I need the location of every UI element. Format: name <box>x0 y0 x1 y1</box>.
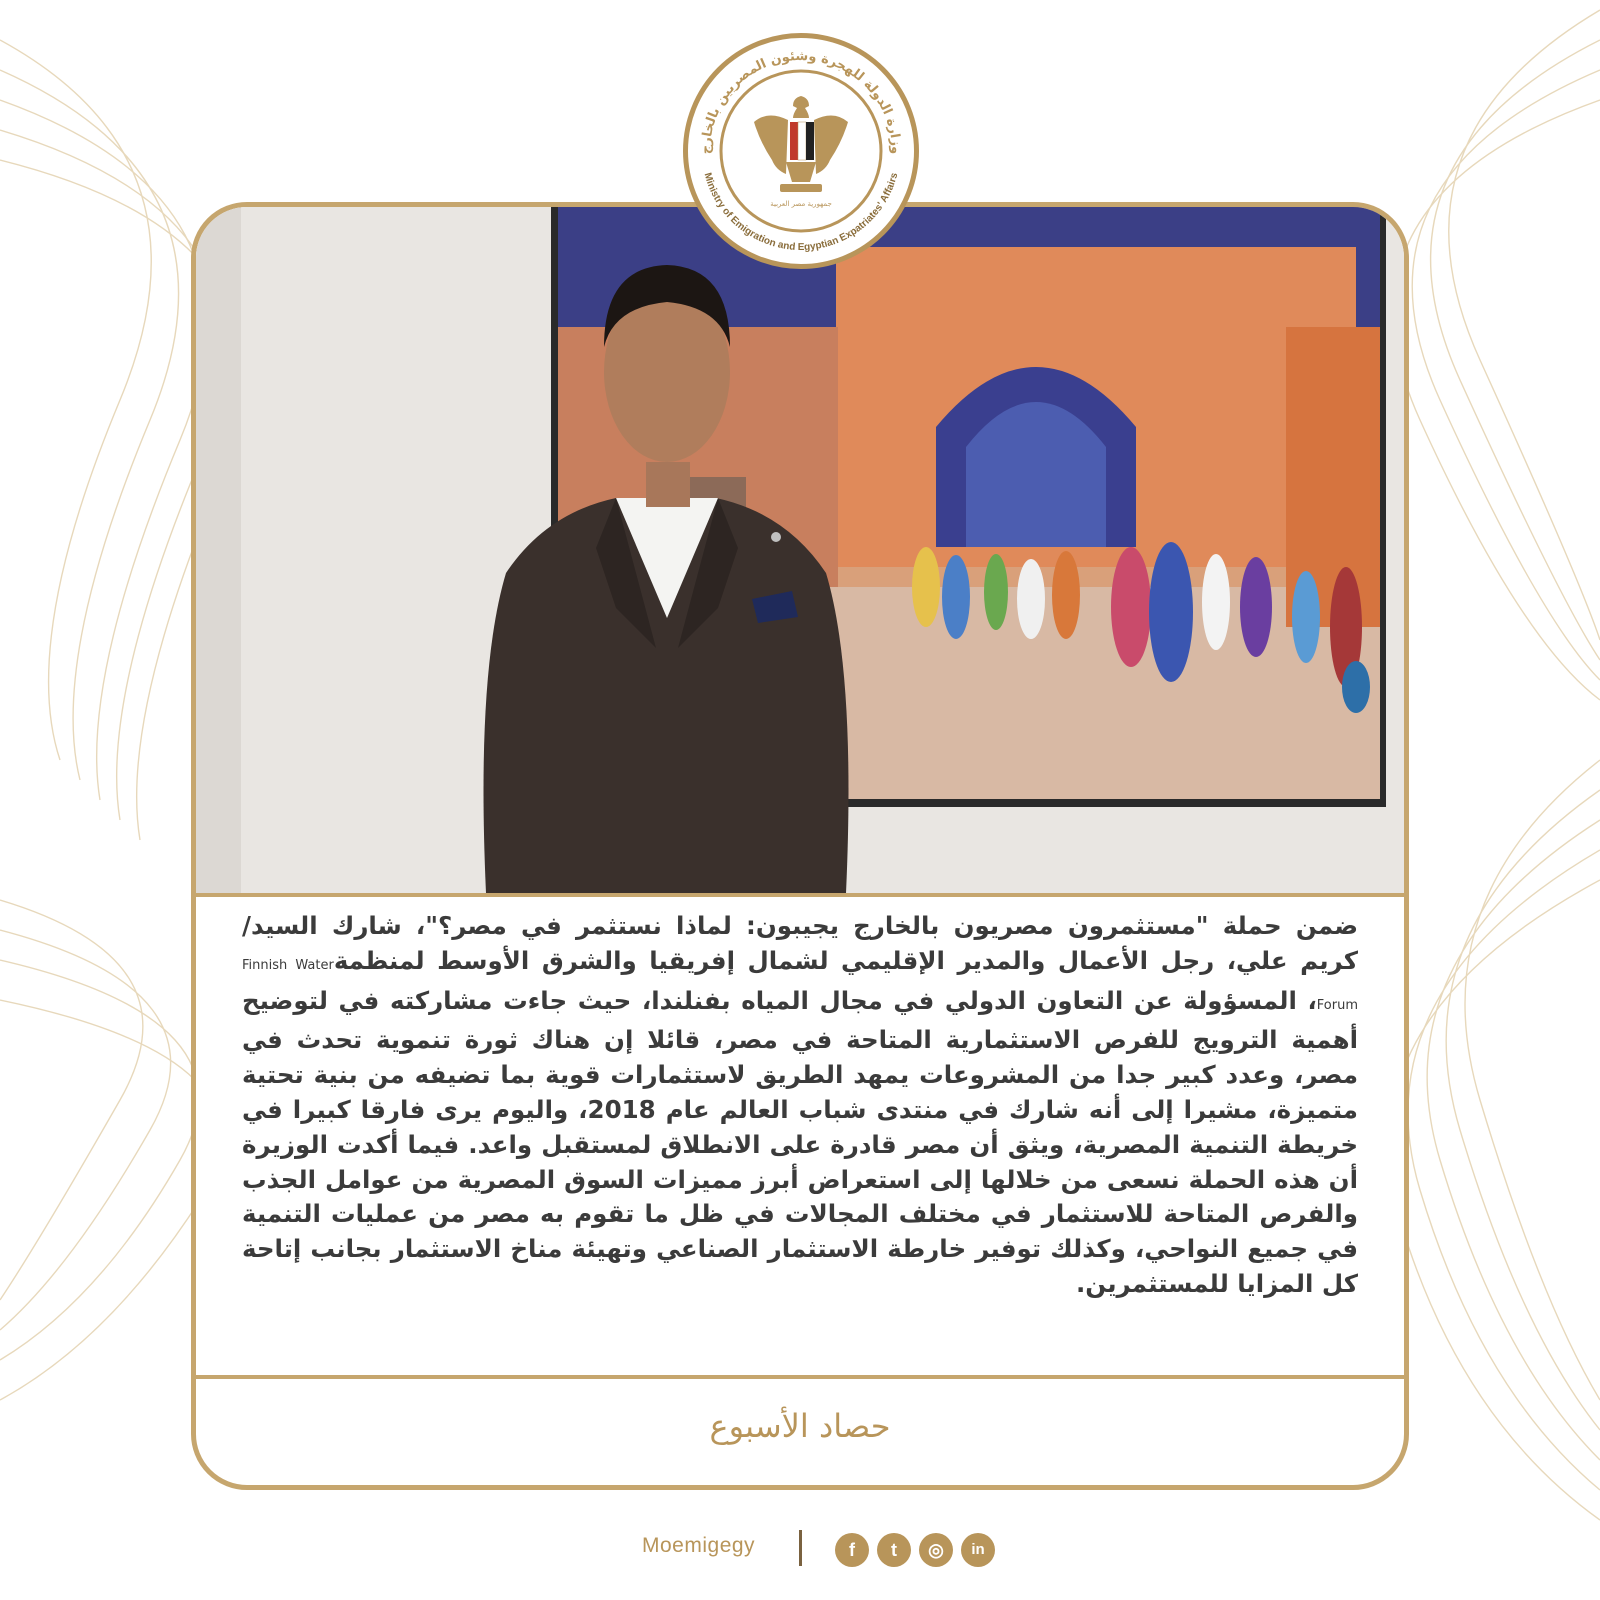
svg-text:جمهورية مصر العربية: جمهورية مصر العربية <box>770 200 832 208</box>
footer-divider <box>196 1375 1404 1379</box>
news-card <box>191 202 1409 1490</box>
facebook-icon[interactable]: f <box>835 1533 869 1567</box>
article-line-3-end: ، المسؤولة عن التعاون الدولي في مجال المياه بفنلندا، حيث جاءت مشاركته <box>389 985 1317 1015</box>
article-rest: في لتوضيح أهمية الترويج للفرص الاستثمارية المتاحة في مصر، قائلا إن هناك ثورة تنموية تحدث في مصر، وعدد كبير جدا من المشروعات يمهد الطريق لاستثمارات قوية بما تضيفه من بنية تحتية متميزة، مشيرا إلى أنه شارك في منتدى شباب العالم عام 2018، واليوم يرى فارقا كبيرا في خريطة التنمية المصرية، ويثق أن مصر قادرة على الانطلاق لمستقبل واعد. فيما أكدت الوزيرة أن هذه الحملة نسعى من خلالها إلى استعراض أبرز مميزات السوق المصرية من عوامل الجذب والفرص المتاحة للاستثمار في مختلف المجالات في ظل ما تقوم به مصر من عمليات التنمية في جميع النواحي، وكذلك توفير خارطة الاستثمار الصناعي وتهيئة مناخ الاستثمار بجانب إتاحة كل المزايا للمستثمرين. <box>242 985 1358 1298</box>
seal-english-text: Ministry of Emigration and Egyptian Expatriates' Affairs <box>701 171 901 254</box>
instagram-icon[interactable]: ◎ <box>919 1533 953 1567</box>
weekly-harvest-title: حصاد الأسبوع <box>709 1407 891 1445</box>
article-line-2: السيد/ كريم علي، رجل الأعمال والمدير الإقليمي لشمال إفريقيا والشرق الأوسط <box>242 911 1359 975</box>
linkedin-icon[interactable]: in <box>961 1533 995 1567</box>
article-line-3-start: لمنظمة <box>333 945 425 975</box>
article-line-1: ضمن حملة "مستثمرون مصريون بالخارج يجيبون: لماذا نستثمر في مصر؟"، شارك <box>331 911 1358 940</box>
eagle-emblem-icon <box>754 96 848 192</box>
article-body <box>242 909 1358 1302</box>
org-name: Finnish Water Forum <box>242 957 1358 1013</box>
twitter-icon[interactable]: t <box>877 1533 911 1567</box>
footer-separator <box>799 1530 802 1566</box>
photo-divider <box>196 893 1404 897</box>
seal-arabic-text: وزارة الدولة للهجرة وشئون المصريين بالخارج <box>698 48 904 155</box>
speaker-photo <box>196 207 1404 893</box>
social-handle[interactable]: Moemigegy <box>642 1534 756 1557</box>
ministry-seal <box>683 33 919 269</box>
